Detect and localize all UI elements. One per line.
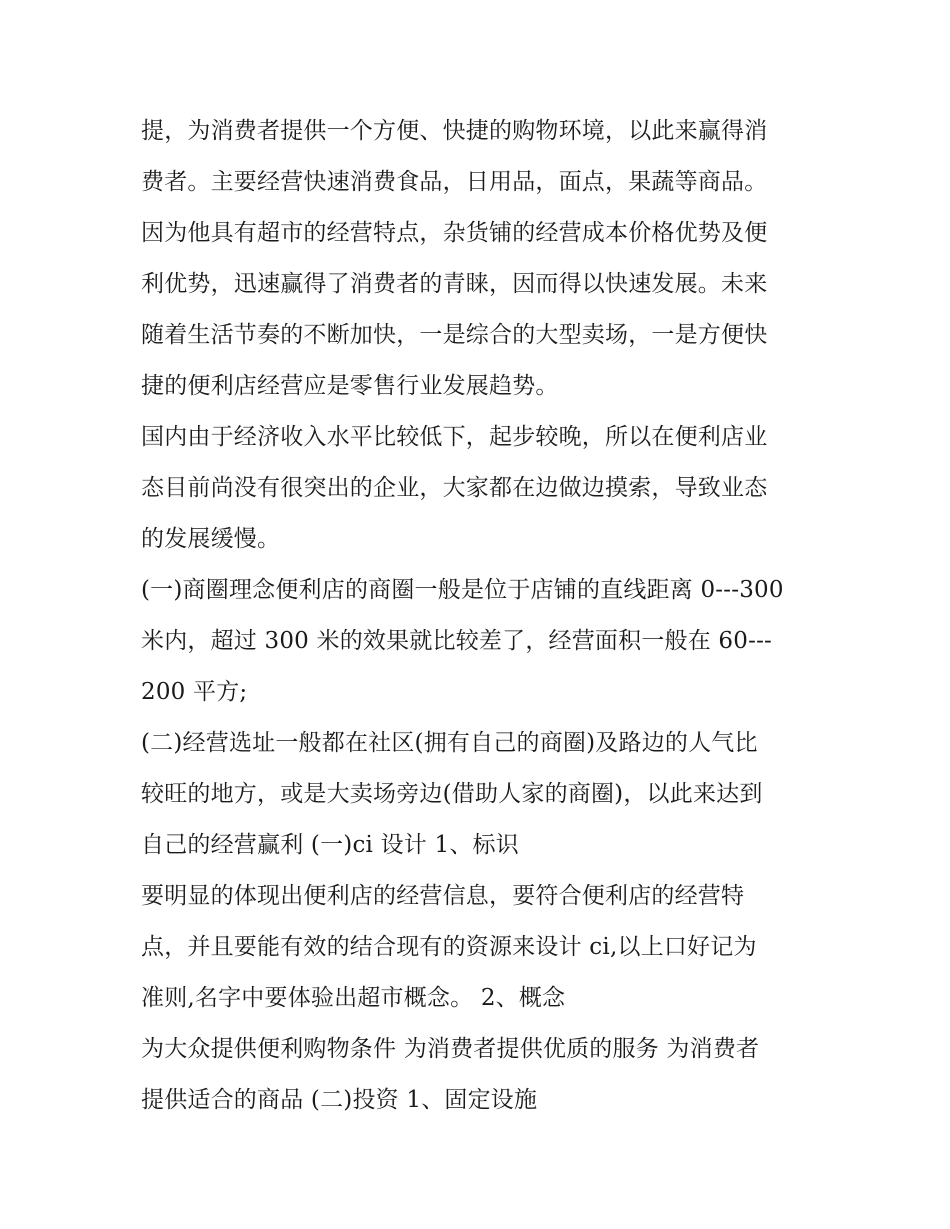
text-line: 的发展缓慢。	[141, 526, 281, 552]
text-line: 要明显的体现出便利店的经营信息，要符合便利店的经营特	[141, 883, 745, 909]
text-line: 为大众提供便利购物条件 为消费者提供优质的服务 为消费者	[141, 1036, 760, 1062]
text-line: (二)经营选址一般都在社区(拥有自己的商圈)及路边的人气比	[141, 730, 758, 756]
text-line: 因为他具有超市的经营特点，杂货铺的经营成本价格优势及便	[141, 220, 768, 246]
text-line: 准则,名字中要体验出超市概念。 2、概念	[141, 985, 566, 1011]
text-line: 较旺的地方，或是大卖场旁边(借助人家的商圈)，以此来达到	[141, 781, 763, 807]
text-line: 费者。主要经营快速消费食品，日用品，面点，果蔬等商品。	[141, 169, 768, 195]
text-line: 提，为消费者提供一个方便、快捷的购物环境，以此来赢得消	[141, 118, 768, 144]
text-line: 自己的经营赢利 (一)ci 设计 1、标识	[141, 832, 519, 858]
text-line: 随着生活节奏的不断加快，一是综合的大型卖场，一是方便快	[141, 322, 768, 348]
text-line: 提供适合的商品 (二)投资 1、固定设施	[141, 1087, 538, 1113]
text-line: 点，并且要能有效的结合现有的资源来设计 ci,以上口好记为	[141, 934, 757, 960]
text-line: 利优势，迅速赢得了消费者的青睐，因而得以快速发展。未来	[141, 271, 768, 297]
text-line: 国内由于经济收入水平比较低下，起步较晚，所以在便利店业	[141, 424, 768, 450]
text-line: 捷的便利店经营应是零售行业发展趋势。	[141, 373, 559, 399]
text-line: (一)商圈理念便利店的商圈一般是位于店铺的直线距离 0---300	[141, 577, 784, 603]
text-line: 米内，超过 300 米的效果就比较差了，经营面积一般在 60---	[141, 628, 773, 654]
document-body	[141, 106, 821, 1126]
text-line: 态目前尚没有很突出的企业，大家都在边做边摸索，导致业态	[141, 475, 768, 501]
text-line: 200 平方;	[141, 679, 248, 705]
